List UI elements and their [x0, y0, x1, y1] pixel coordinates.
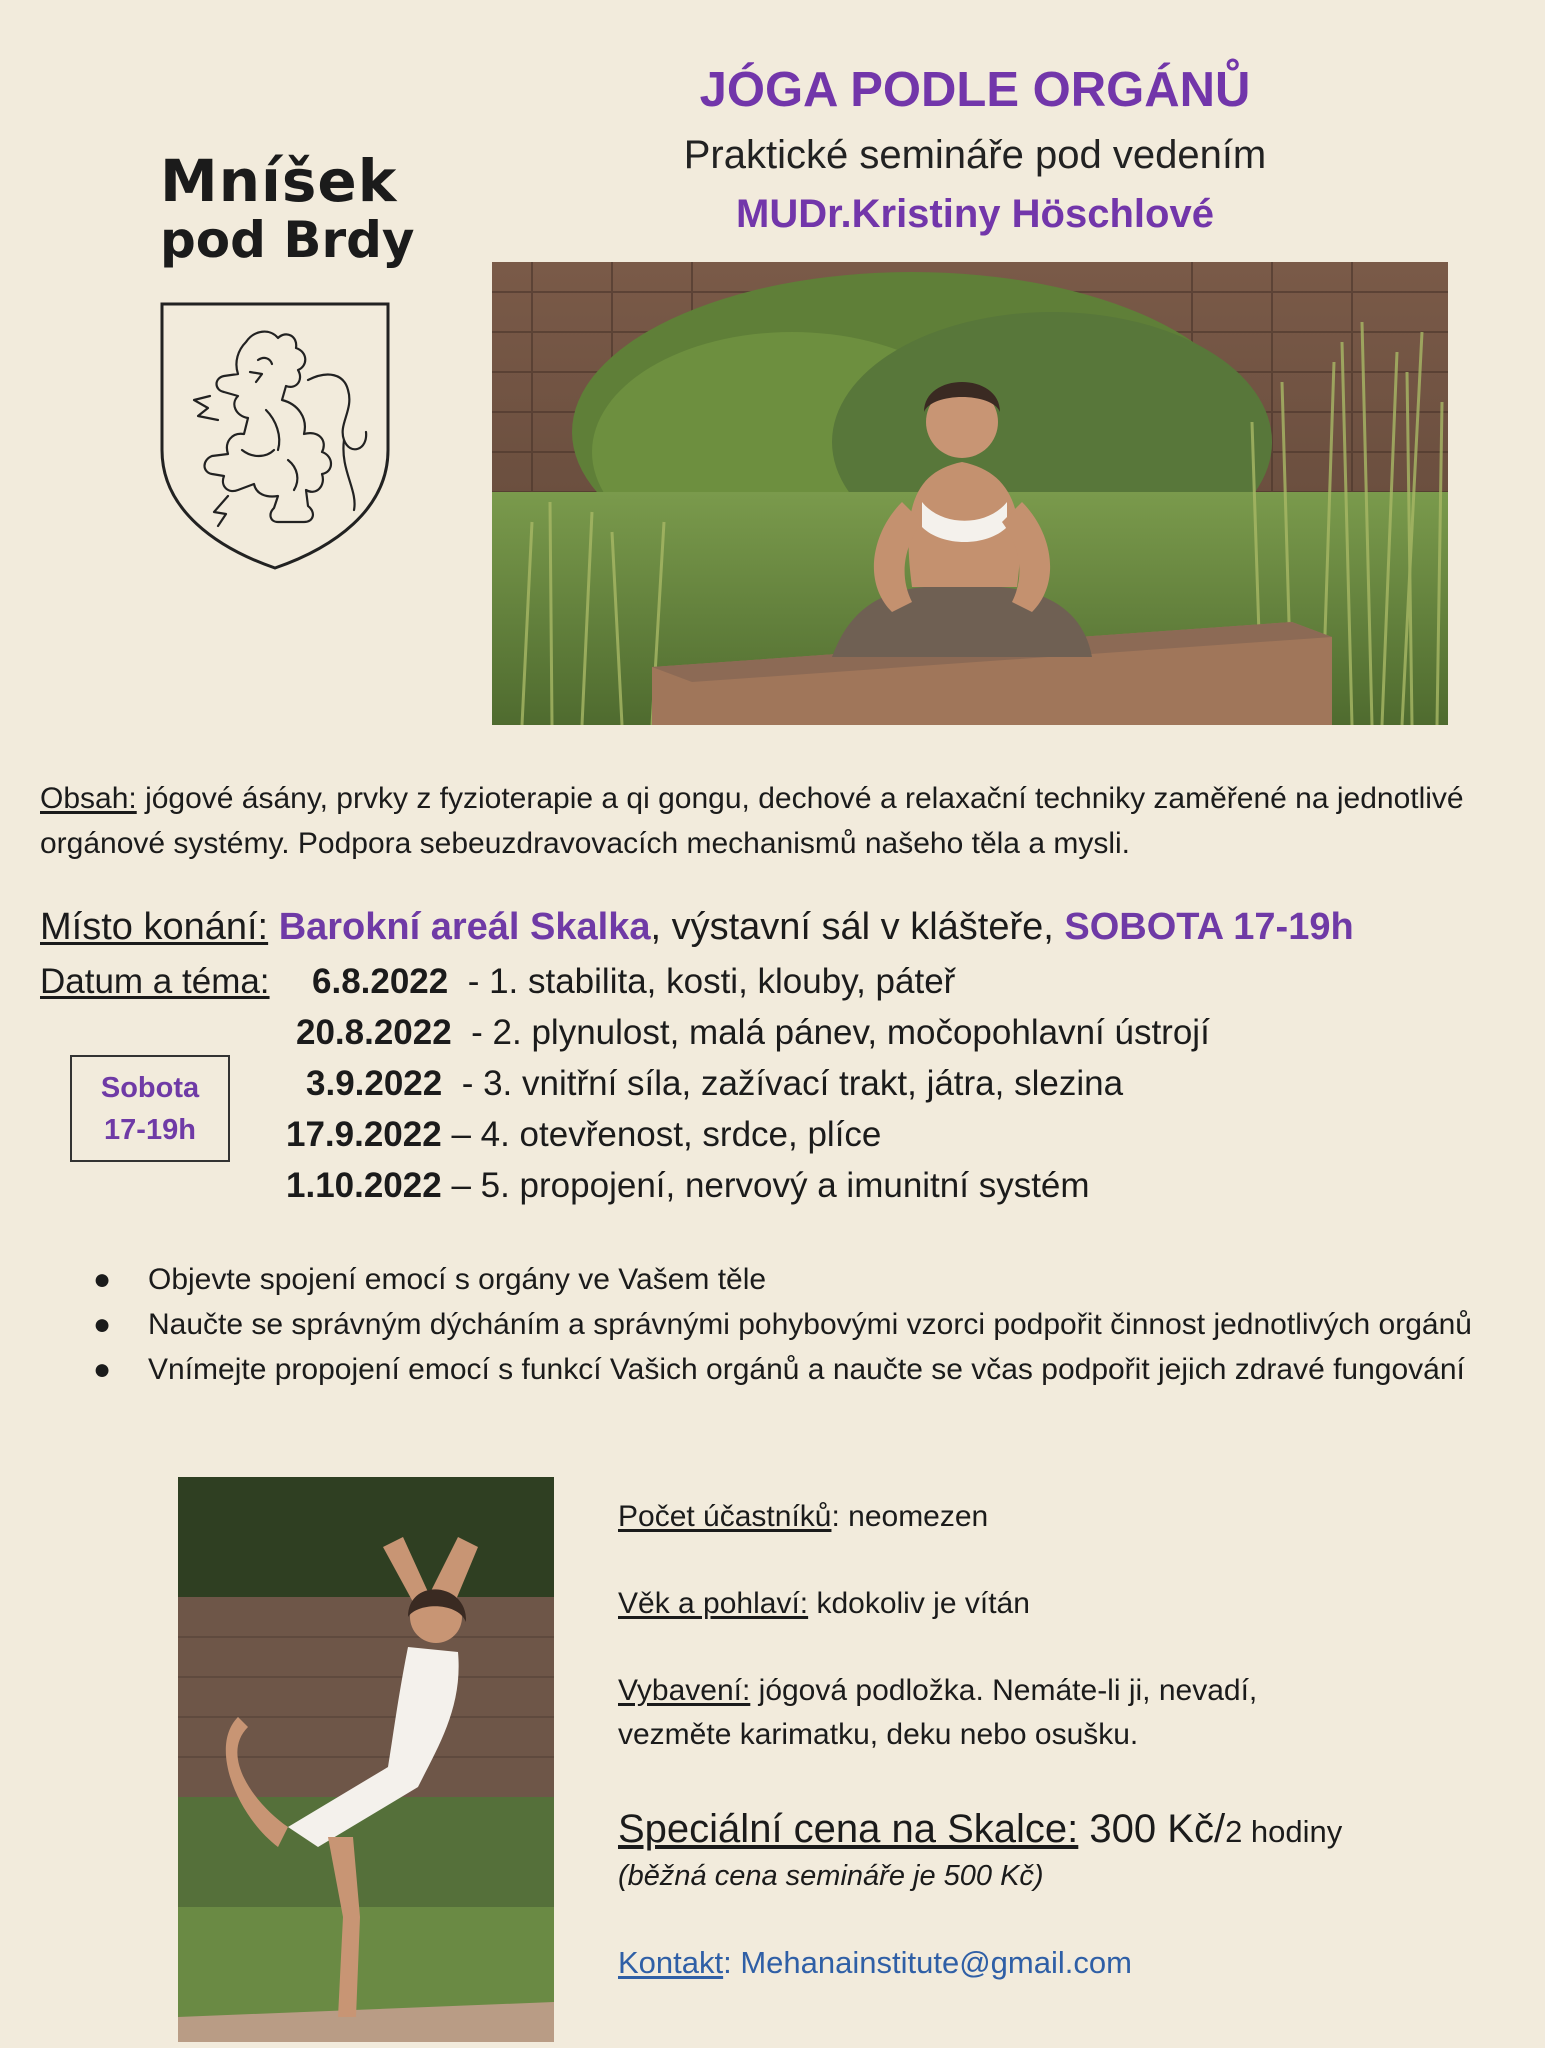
equipment-line	[618, 1669, 1257, 1713]
equipment-label: Vybavení:	[618, 1674, 751, 1707]
venue-label: Místo konání:	[40, 906, 269, 948]
schedule-date: 20.8.2022	[296, 1013, 452, 1052]
schedule-row	[296, 1009, 1210, 1057]
saturday-time-badge	[70, 1055, 230, 1162]
venue-name: Barokní areál Skalka	[278, 906, 651, 948]
poster-subtitle: Praktické semináře pod vedením	[683, 133, 1267, 177]
schedule-topic: - 2. plynulost, malá pánev, močopohlavní ústrojí	[471, 1013, 1210, 1052]
badge-line-2: 17-19h	[104, 1114, 196, 1146]
schedule-topic: – 4. otevřenost, srdce, plíce	[451, 1115, 882, 1154]
standing-yoga-photo	[178, 1477, 554, 2042]
schedule-row	[306, 1060, 1123, 1108]
schedule-label: Datum a téma:	[40, 962, 270, 1001]
content-paragraph	[40, 776, 1510, 866]
age-label: Věk a pohlaví:	[618, 1587, 809, 1620]
price-value: 300 Kč/	[1078, 1807, 1226, 1851]
bullet-icon: ●	[92, 1353, 112, 1386]
badge-line-1: Sobota	[100, 1072, 200, 1104]
price-unit: 2 hodiny	[1225, 1814, 1343, 1849]
schedule-row	[286, 1162, 1090, 1210]
participants-value: : neomezen	[831, 1500, 989, 1533]
price-label: Speciální cena na Skalce:	[618, 1807, 1079, 1851]
town-logo-text	[160, 147, 420, 269]
schedule-topic: - 3. vnitřní síla, zažívací trakt, játra, slezina	[461, 1064, 1124, 1103]
equipment-value: jógová podložka. Nemáte-li ji, nevadí,	[750, 1674, 1258, 1707]
poster-title: JÓGA PODLE ORGÁNŮ	[699, 63, 1251, 117]
schedule-date: 1.10.2022	[286, 1166, 442, 1205]
logo-line-2: pod Brdy	[160, 210, 415, 269]
seated-yoga-photo	[492, 262, 1448, 725]
venue-middle: , výstavní sál v klášteře,	[650, 906, 1065, 948]
schedule-topic: – 5. propojení, nervový a imunitní systém	[451, 1166, 1090, 1205]
venue-line	[40, 903, 1530, 951]
participants-label: Počet účastníků	[618, 1500, 832, 1533]
age-value: kdokoliv je vítán	[808, 1587, 1030, 1620]
regular-price-note: (běžná cena semináře je 500 Kč)	[618, 1860, 1044, 1892]
participants-line	[618, 1495, 988, 1539]
bullet-icon: ●	[92, 1263, 112, 1296]
benefits-list	[92, 1258, 1512, 1393]
schedule-date: 3.9.2022	[306, 1064, 443, 1103]
schedule-date: 6.8.2022	[312, 962, 449, 1001]
list-item: ● Objevte spojení emocí s orgány ve Vašem těle	[92, 1258, 1512, 1302]
list-item: ● Vnímejte propojení emocí s funkcí Vašich orgánů a naučte se včas podpořit jejich zdravé fungování	[92, 1348, 1512, 1392]
logo-line-1: Mníšek	[160, 147, 398, 215]
schedule-row	[286, 1111, 881, 1159]
age-line	[618, 1582, 1030, 1626]
venue-time: SOBOTA 17-19h	[1064, 906, 1354, 948]
schedule-date: 17.9.2022	[286, 1115, 442, 1154]
lecturer-name: MUDr.Kristiny Höschlové	[736, 192, 1214, 236]
contact-email-link[interactable]: : Mehanainstitute@gmail.com	[723, 1945, 1132, 1980]
equipment-line-2: vezměte karimatku, deku nebo osušku.	[618, 1718, 1139, 1751]
contact-line[interactable]	[618, 1945, 1132, 1981]
list-item: ● Naučte se správným dýcháním a správnými pohybovými vzorci podpořit činnost jednotlivých orgánů	[92, 1303, 1512, 1347]
bullet-icon: ●	[92, 1308, 112, 1341]
schedule-topic: - 1. stabilita, kosti, klouby, páteř	[467, 962, 956, 1001]
price-line	[618, 1803, 1342, 1858]
content-label: Obsah:	[40, 782, 137, 815]
coat-of-arms-lion-icon	[158, 300, 392, 572]
contact-label: Kontakt	[618, 1945, 724, 1980]
content-text: jógové ásány, prvky z fyzioterapie a qi gongu, dechové a relaxační techniky zaměřené na jednotlivé orgánové systémy. Podpora sebeuzdravovacích mechanismů našeho těla a mysli.	[40, 782, 1464, 860]
schedule-row	[312, 958, 955, 1006]
